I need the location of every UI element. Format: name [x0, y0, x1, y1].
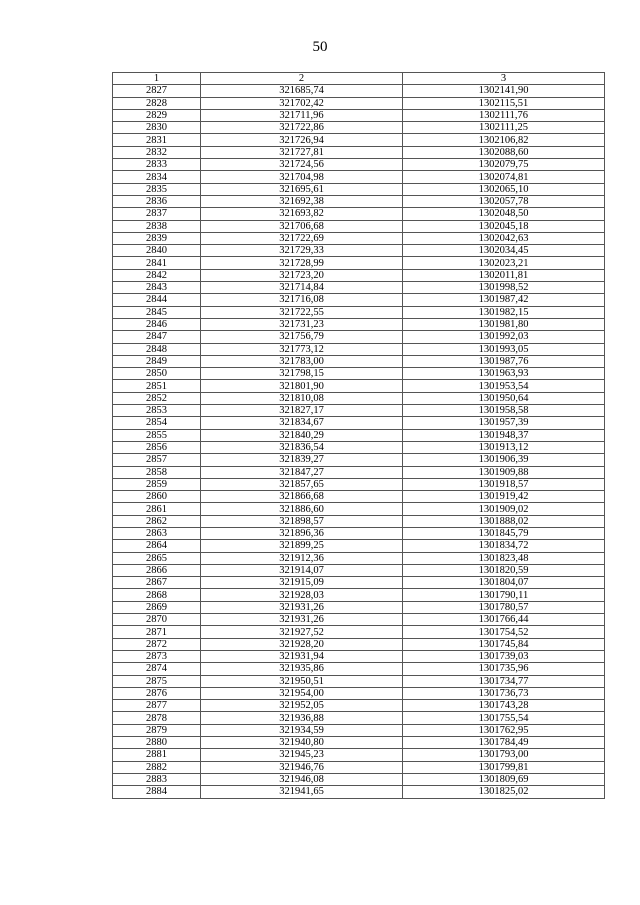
table-row — [113, 786, 605, 798]
y-coordinate-cell: 1302057,78 — [403, 195, 605, 207]
table-row — [113, 577, 605, 589]
point-number-cell: 2870 — [113, 614, 201, 626]
x-coordinate-cell: 321898,57 — [201, 515, 403, 527]
y-coordinate-cell: 1301992,03 — [403, 331, 605, 343]
x-coordinate-cell: 321773,12 — [201, 343, 403, 355]
y-coordinate-cell: 1301957,39 — [403, 417, 605, 429]
column-header-2: 2 — [201, 73, 403, 85]
table-row — [113, 405, 605, 417]
x-coordinate-cell: 321798,15 — [201, 368, 403, 380]
y-coordinate-cell: 1301766,44 — [403, 614, 605, 626]
y-coordinate-cell: 1302048,50 — [403, 208, 605, 220]
table-row — [113, 195, 605, 207]
y-coordinate-cell: 1301804,07 — [403, 577, 605, 589]
table-row — [113, 417, 605, 429]
y-coordinate-cell: 1301948,37 — [403, 429, 605, 441]
point-number-cell: 2858 — [113, 466, 201, 478]
x-coordinate-cell: 321724,56 — [201, 159, 403, 171]
x-coordinate-cell: 321722,86 — [201, 122, 403, 134]
x-coordinate-cell: 321702,42 — [201, 97, 403, 109]
table-row — [113, 773, 605, 785]
point-number-cell: 2866 — [113, 564, 201, 576]
table-row — [113, 183, 605, 195]
table-row — [113, 380, 605, 392]
table-row — [113, 749, 605, 761]
y-coordinate-cell: 1302079,75 — [403, 159, 605, 171]
table-header — [113, 73, 605, 85]
y-coordinate-cell: 1301754,52 — [403, 626, 605, 638]
y-coordinate-cell: 1301743,28 — [403, 700, 605, 712]
y-coordinate-cell: 1302141,90 — [403, 85, 605, 97]
x-coordinate-cell: 321706,68 — [201, 220, 403, 232]
x-coordinate-cell: 321950,51 — [201, 675, 403, 687]
page-number: 50 — [312, 39, 328, 55]
x-coordinate-cell: 321827,17 — [201, 405, 403, 417]
x-coordinate-cell: 321931,94 — [201, 650, 403, 662]
point-number-cell: 2874 — [113, 663, 201, 675]
point-number-cell: 2863 — [113, 527, 201, 539]
x-coordinate-cell: 321886,60 — [201, 503, 403, 515]
x-coordinate-cell: 321801,90 — [201, 380, 403, 392]
table-row — [113, 355, 605, 367]
table-row — [113, 589, 605, 601]
y-coordinate-cell: 1301998,52 — [403, 282, 605, 294]
x-coordinate-cell: 321940,80 — [201, 737, 403, 749]
table-row — [113, 134, 605, 146]
y-coordinate-cell: 1301909,88 — [403, 466, 605, 478]
point-number-cell: 2844 — [113, 294, 201, 306]
point-number-cell: 2853 — [113, 405, 201, 417]
table-row — [113, 441, 605, 453]
y-coordinate-cell: 1301793,00 — [403, 749, 605, 761]
y-coordinate-cell: 1301745,84 — [403, 638, 605, 650]
table-row — [113, 282, 605, 294]
y-coordinate-cell: 1301755,54 — [403, 712, 605, 724]
table-row — [113, 269, 605, 281]
y-coordinate-cell: 1302111,25 — [403, 122, 605, 134]
table-row — [113, 527, 605, 539]
point-number-cell: 2875 — [113, 675, 201, 687]
table-row — [113, 478, 605, 490]
point-number-cell: 2836 — [113, 195, 201, 207]
point-number-cell: 2854 — [113, 417, 201, 429]
y-coordinate-cell: 1301799,81 — [403, 761, 605, 773]
point-number-cell: 2834 — [113, 171, 201, 183]
point-number-cell: 2877 — [113, 700, 201, 712]
point-number-cell: 2878 — [113, 712, 201, 724]
x-coordinate-cell: 321952,05 — [201, 700, 403, 712]
table-row — [113, 331, 605, 343]
table-row — [113, 159, 605, 171]
x-coordinate-cell: 321847,27 — [201, 466, 403, 478]
point-number-cell: 2864 — [113, 540, 201, 552]
point-number-cell: 2841 — [113, 257, 201, 269]
x-coordinate-cell: 321834,67 — [201, 417, 403, 429]
point-number-cell: 2852 — [113, 392, 201, 404]
point-number-cell: 2883 — [113, 773, 201, 785]
table-row — [113, 97, 605, 109]
point-number-cell: 2832 — [113, 146, 201, 158]
x-coordinate-cell: 321693,82 — [201, 208, 403, 220]
point-number-cell: 2828 — [113, 97, 201, 109]
table-row — [113, 687, 605, 699]
point-number-cell: 2847 — [113, 331, 201, 343]
y-coordinate-cell: 1302042,63 — [403, 232, 605, 244]
point-number-cell: 2881 — [113, 749, 201, 761]
y-coordinate-cell: 1302074,81 — [403, 171, 605, 183]
point-number-cell: 2848 — [113, 343, 201, 355]
table-body — [113, 85, 605, 798]
table-row — [113, 220, 605, 232]
y-coordinate-cell: 1302023,21 — [403, 257, 605, 269]
point-number-cell: 2845 — [113, 306, 201, 318]
y-coordinate-cell: 1301735,96 — [403, 663, 605, 675]
point-number-cell: 2872 — [113, 638, 201, 650]
y-coordinate-cell: 1302011,81 — [403, 269, 605, 281]
table-row — [113, 491, 605, 503]
point-number-cell: 2860 — [113, 491, 201, 503]
y-coordinate-cell: 1301809,69 — [403, 773, 605, 785]
y-coordinate-cell: 1301888,02 — [403, 515, 605, 527]
table-row — [113, 601, 605, 613]
x-coordinate-cell: 321723,20 — [201, 269, 403, 281]
x-coordinate-cell: 321915,09 — [201, 577, 403, 589]
point-number-cell: 2879 — [113, 724, 201, 736]
point-number-cell: 2880 — [113, 737, 201, 749]
x-coordinate-cell: 321695,61 — [201, 183, 403, 195]
point-number-cell: 2868 — [113, 589, 201, 601]
table-row — [113, 146, 605, 158]
x-coordinate-cell: 321946,08 — [201, 773, 403, 785]
y-coordinate-cell: 1301739,03 — [403, 650, 605, 662]
y-coordinate-cell: 1301950,64 — [403, 392, 605, 404]
point-number-cell: 2842 — [113, 269, 201, 281]
y-coordinate-cell: 1301734,77 — [403, 675, 605, 687]
point-number-cell: 2861 — [113, 503, 201, 515]
table-row — [113, 712, 605, 724]
x-coordinate-cell: 321783,00 — [201, 355, 403, 367]
table-row — [113, 171, 605, 183]
point-number-cell: 2829 — [113, 109, 201, 121]
x-coordinate-cell: 321899,25 — [201, 540, 403, 552]
y-coordinate-cell: 1301963,93 — [403, 368, 605, 380]
point-number-cell: 2850 — [113, 368, 201, 380]
point-number-cell: 2865 — [113, 552, 201, 564]
table-row — [113, 761, 605, 773]
table-row — [113, 122, 605, 134]
point-number-cell: 2873 — [113, 650, 201, 662]
y-coordinate-cell: 1301825,02 — [403, 786, 605, 798]
y-coordinate-cell: 1301918,57 — [403, 478, 605, 490]
table-row — [113, 675, 605, 687]
y-coordinate-cell: 1301953,54 — [403, 380, 605, 392]
x-coordinate-cell: 321931,26 — [201, 614, 403, 626]
table-row — [113, 257, 605, 269]
table-row — [113, 724, 605, 736]
point-number-cell: 2846 — [113, 318, 201, 330]
x-coordinate-cell: 321840,29 — [201, 429, 403, 441]
point-number-cell: 2840 — [113, 245, 201, 257]
table-row — [113, 245, 605, 257]
x-coordinate-cell: 321722,55 — [201, 306, 403, 318]
table-row — [113, 343, 605, 355]
table-row — [113, 564, 605, 576]
x-coordinate-cell: 321692,38 — [201, 195, 403, 207]
y-coordinate-cell: 1301993,05 — [403, 343, 605, 355]
x-coordinate-cell: 321857,65 — [201, 478, 403, 490]
x-coordinate-cell: 321729,33 — [201, 245, 403, 257]
y-coordinate-cell: 1301987,76 — [403, 355, 605, 367]
coordinates-table — [112, 72, 605, 799]
point-number-cell: 2867 — [113, 577, 201, 589]
y-coordinate-cell: 1301982,15 — [403, 306, 605, 318]
y-coordinate-cell: 1302045,18 — [403, 220, 605, 232]
table-row — [113, 515, 605, 527]
table-row — [113, 429, 605, 441]
point-number-cell: 2862 — [113, 515, 201, 527]
x-coordinate-cell: 321728,99 — [201, 257, 403, 269]
y-coordinate-cell: 1301762,95 — [403, 724, 605, 736]
y-coordinate-cell: 1301913,12 — [403, 441, 605, 453]
x-coordinate-cell: 321727,81 — [201, 146, 403, 158]
x-coordinate-cell: 321935,86 — [201, 663, 403, 675]
point-number-cell: 2839 — [113, 232, 201, 244]
column-header-3: 3 — [403, 73, 605, 85]
point-number-cell: 2859 — [113, 478, 201, 490]
x-coordinate-cell: 321945,23 — [201, 749, 403, 761]
table-row — [113, 552, 605, 564]
header-row — [113, 73, 605, 85]
x-coordinate-cell: 321912,36 — [201, 552, 403, 564]
table-row — [113, 540, 605, 552]
point-number-cell: 2857 — [113, 454, 201, 466]
table-row — [113, 737, 605, 749]
x-coordinate-cell: 321896,36 — [201, 527, 403, 539]
point-number-cell: 2882 — [113, 761, 201, 773]
point-number-cell: 2884 — [113, 786, 201, 798]
table-row — [113, 232, 605, 244]
table-row — [113, 650, 605, 662]
x-coordinate-cell: 321726,94 — [201, 134, 403, 146]
x-coordinate-cell: 321928,20 — [201, 638, 403, 650]
point-number-cell: 2876 — [113, 687, 201, 699]
table-row — [113, 454, 605, 466]
x-coordinate-cell: 321704,98 — [201, 171, 403, 183]
table-row — [113, 294, 605, 306]
point-number-cell: 2827 — [113, 85, 201, 97]
x-coordinate-cell: 321731,23 — [201, 318, 403, 330]
table-row — [113, 503, 605, 515]
point-number-cell: 2856 — [113, 441, 201, 453]
y-coordinate-cell: 1301909,02 — [403, 503, 605, 515]
table-row — [113, 306, 605, 318]
x-coordinate-cell: 321756,79 — [201, 331, 403, 343]
x-coordinate-cell: 321836,54 — [201, 441, 403, 453]
x-coordinate-cell: 321941,65 — [201, 786, 403, 798]
y-coordinate-cell: 1301820,59 — [403, 564, 605, 576]
y-coordinate-cell: 1301987,42 — [403, 294, 605, 306]
x-coordinate-cell: 321928,03 — [201, 589, 403, 601]
table-row — [113, 392, 605, 404]
column-header-1: 1 — [113, 73, 201, 85]
table-row — [113, 626, 605, 638]
x-coordinate-cell: 321936,88 — [201, 712, 403, 724]
x-coordinate-cell: 321946,76 — [201, 761, 403, 773]
y-coordinate-cell: 1301790,11 — [403, 589, 605, 601]
point-number-cell: 2843 — [113, 282, 201, 294]
y-coordinate-cell: 1302088,60 — [403, 146, 605, 158]
table-row — [113, 368, 605, 380]
point-number-cell: 2855 — [113, 429, 201, 441]
y-coordinate-cell: 1301784,49 — [403, 737, 605, 749]
point-number-cell: 2837 — [113, 208, 201, 220]
table-row — [113, 318, 605, 330]
y-coordinate-cell: 1301823,48 — [403, 552, 605, 564]
point-number-cell: 2871 — [113, 626, 201, 638]
x-coordinate-cell: 321931,26 — [201, 601, 403, 613]
y-coordinate-cell: 1302065,10 — [403, 183, 605, 195]
y-coordinate-cell: 1302034,45 — [403, 245, 605, 257]
point-number-cell: 2835 — [113, 183, 201, 195]
x-coordinate-cell: 321722,69 — [201, 232, 403, 244]
y-coordinate-cell: 1301906,39 — [403, 454, 605, 466]
point-number-cell: 2869 — [113, 601, 201, 613]
y-coordinate-cell: 1301981,80 — [403, 318, 605, 330]
point-number-cell: 2830 — [113, 122, 201, 134]
table-row — [113, 700, 605, 712]
point-number-cell: 2838 — [113, 220, 201, 232]
table-row — [113, 208, 605, 220]
table-row — [113, 663, 605, 675]
x-coordinate-cell: 321927,52 — [201, 626, 403, 638]
y-coordinate-cell: 1301736,73 — [403, 687, 605, 699]
y-coordinate-cell: 1301834,72 — [403, 540, 605, 552]
x-coordinate-cell: 321914,07 — [201, 564, 403, 576]
y-coordinate-cell: 1301958,58 — [403, 405, 605, 417]
x-coordinate-cell: 321810,08 — [201, 392, 403, 404]
y-coordinate-cell: 1302111,76 — [403, 109, 605, 121]
table-row — [113, 614, 605, 626]
table-row — [113, 466, 605, 478]
x-coordinate-cell: 321954,00 — [201, 687, 403, 699]
x-coordinate-cell: 321934,59 — [201, 724, 403, 736]
y-coordinate-cell: 1301845,79 — [403, 527, 605, 539]
point-number-cell: 2851 — [113, 380, 201, 392]
y-coordinate-cell: 1302115,51 — [403, 97, 605, 109]
point-number-cell: 2833 — [113, 159, 201, 171]
x-coordinate-cell: 321685,74 — [201, 85, 403, 97]
table-row — [113, 109, 605, 121]
table-row — [113, 638, 605, 650]
x-coordinate-cell: 321711,96 — [201, 109, 403, 121]
x-coordinate-cell: 321716,08 — [201, 294, 403, 306]
x-coordinate-cell: 321714,84 — [201, 282, 403, 294]
x-coordinate-cell: 321839,27 — [201, 454, 403, 466]
y-coordinate-cell: 1301919,42 — [403, 491, 605, 503]
table-row — [113, 85, 605, 97]
x-coordinate-cell: 321866,68 — [201, 491, 403, 503]
point-number-cell: 2849 — [113, 355, 201, 367]
y-coordinate-cell: 1301780,57 — [403, 601, 605, 613]
y-coordinate-cell: 1302106,82 — [403, 134, 605, 146]
point-number-cell: 2831 — [113, 134, 201, 146]
